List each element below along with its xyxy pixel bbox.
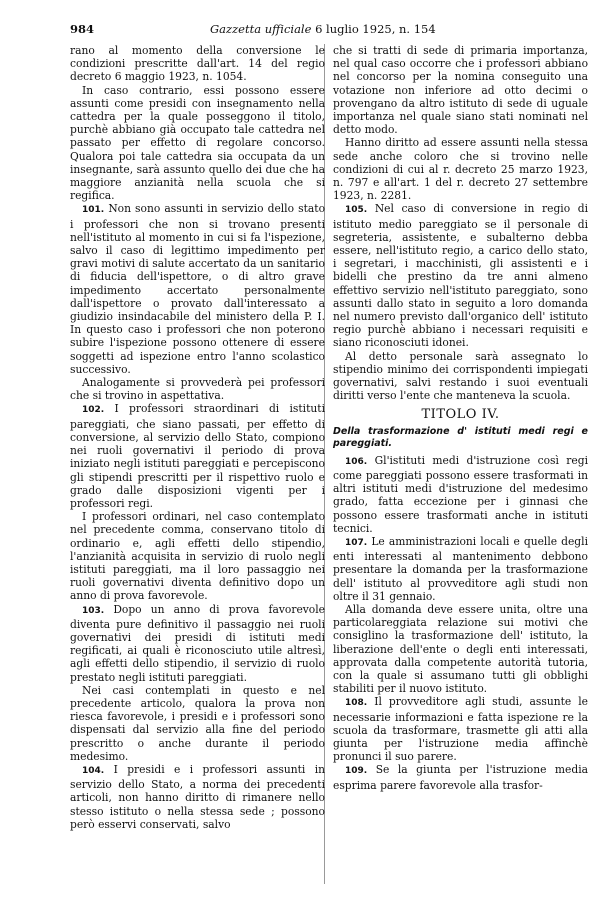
article-106 bbox=[333, 454, 588, 535]
section-title: TITOLO IV. bbox=[421, 407, 500, 423]
article-number: 101. bbox=[82, 205, 105, 216]
article-number: 104. bbox=[82, 765, 105, 776]
article-105 bbox=[333, 202, 588, 349]
article-number: 109. bbox=[345, 766, 368, 777]
article-text: I professori straordinari di istituti pareggiati, che siano passati, per effetto di conversione, al servizio dello Stato, compiono nei ruoli governativi il periodo di prova iniziato negli istituti pareggiati e percepiscono gli stipendi prescritti per il rispettivo ruolo e grado dalle disposizioni vigenti per i professori regi. bbox=[70, 402, 325, 510]
paragraph: I professori ordinari, nel caso contemplato nel precedente comma, conservano titolo di ordinario e, agli effetti dello stipendio, l'anzianità acquisita in servizio di ruolo negli istituti pareggiati, ma il loro passaggio nei ruoli governativi diventa definitivo dopo un anno di prova favorevole. bbox=[70, 510, 325, 603]
article-number: 106. bbox=[345, 456, 368, 467]
section-subtitle: Della trasformazione d' istituti medi regi e pareggiati. bbox=[333, 425, 588, 449]
article-number: 102. bbox=[82, 405, 105, 416]
article-text: Gl'istituti medi d'istruzione così regi come pareggiati possono essere trasformati in altri istituti medi d'istruzione del medesimo grado, fatta eccezione per i ginnasi che possono essere trasformati anche in istituti tecnici. bbox=[333, 453, 588, 535]
publication-title bbox=[210, 22, 436, 36]
article-number: 107. bbox=[345, 537, 368, 548]
article-109 bbox=[333, 763, 588, 791]
article-104 bbox=[70, 763, 325, 831]
article-number: 108. bbox=[345, 698, 368, 709]
paragraph: rano al momento della conversione le condizioni prescritte dall'art. 14 del regio decreto 6 maggio 1923, n. 1054. bbox=[70, 44, 325, 84]
article-text: Le amministrazioni locali e quelle degli enti interessati al mantenimento debbono presentare la domanda per la trasformazione dell' istituto al provveditore agli studi non oltre il 31 gennaio. bbox=[333, 534, 588, 603]
right-column bbox=[333, 44, 588, 792]
paragraph: che si tratti di sede di primaria importanza, nel qual caso occorre che i professori abbiano nel concorso per la nomina conseguito una votazione non inferiore ad otto decimi o provengano da altro istituto di sede di uguale importanza nel quale siano stati nominati nel detto modo. bbox=[333, 44, 588, 137]
issue-date: 6 luglio 1925, n. 154 bbox=[315, 22, 436, 36]
page-header bbox=[70, 22, 590, 38]
paragraph: Alla domanda deve essere unita, oltre una particolareggiata relazione sui motivi che consiglino la trasformazione dell' istituto, la liberazione dell'ente o degli enti interessati, approvata dalla competente autorità tutoria, con la quale si assumano tutti gli obblighi stabiliti per il nuovo istituto. bbox=[333, 602, 588, 696]
article-number: 105. bbox=[345, 205, 368, 216]
article-number: 103. bbox=[82, 605, 105, 616]
article-text: Dopo un anno di prova favorevole diventa pure definitivo il passaggio nei ruoli governativi dei presidi di istituti medi regificati, ai quali è riconosciuto utile altresì, agli effetti dello stipendio, il servizio di ruolo prestato negli istituti pareggiati. bbox=[70, 602, 325, 684]
article-102 bbox=[70, 402, 325, 510]
article-text: Il provveditore agli studi, assunte le necessarie informazioni e fatta ispezione re la scuola da trasformare, trasmette gli atti alla giunta per l'istruzione media affinchè pronunci il suo parere. bbox=[333, 695, 588, 764]
article-text: Se la giunta per l'istruzione media esprima parere favorevole alla trasfor- bbox=[333, 763, 588, 792]
page-number: 984 bbox=[70, 22, 95, 36]
paragraph: Nei casi contemplati in questo e nel precedente articolo, qualora la prova non riesca favorevole, i presidi e i professori sono dispensati dal servizio alla fine del periodo prescritto o anche durante il periodo medesimo. bbox=[70, 683, 325, 763]
left-column bbox=[70, 44, 325, 831]
paragraph: Hanno diritto ad essere assunti nella stessa sede anche coloro che si trovino nelle condizioni di cui al r. decreto 25 marzo 1923, n. 797 e all'art. 1 del r. decreto 27 settembre 1923, n. 2281. bbox=[333, 136, 588, 203]
article-text: Nel caso di conversione in regio di istituto medio pareggiato se il personale di segreteria, assistente, e subalterno debba essere, nell'istituto regio, a carico dello stato, i segretari, i macchinisti, gli assistenti e i bidelli che prestino da tre anni almeno effettivo servizio nell'istituto pareggiato, sono assunti dallo stato in seguito a loro domanda nel numero previsto dall'organico dell' istituto regio purchè abbiano i necessari requisiti e siano riconosciuti idonei. bbox=[333, 202, 588, 350]
article-107 bbox=[333, 535, 588, 603]
paragraph: Al detto personale sarà assegnato lo stipendio minimo dei corrispondenti impiegati governativi, salvi restando i suoi eventuali diritti verso l'ente che manteneva la scuola. bbox=[333, 349, 588, 403]
paragraph: In caso contrario, essi possono essere assunti come presidi con insegnamento nella cattedra per la quale posseggono il titolo, purchè abbiano già occupato tale cattedra nel passato per effetto di regolare concorso. Qualora poi tale cattedra sia occupata da un insegnante, sarà assunto quello dei due che ha maggiore anzianità nella scuola che si regifica. bbox=[70, 83, 325, 203]
article-101 bbox=[70, 202, 325, 376]
article-text: I presidi e i professori assunti in servizio dello Stato, a norma dei precedenti articoli, non hanno diritto di rimanere nello stesso istituto o nella stessa sede ; possono però esservi conservati, salvo bbox=[70, 762, 325, 831]
paragraph: Analogamente si provvederà pei professori che si trovino in aspettativa. bbox=[70, 376, 325, 403]
article-103 bbox=[70, 603, 325, 684]
article-108 bbox=[333, 695, 588, 763]
article-text: Non sono assunti in servizio dello stato i professori che non si trovano presenti nell'istituto al momento in cui si fa l'ispezione, salvo il caso di legittimo impedimento per gravi motivi di salute accertato da un sanitario di fiducia dell'ispettore, o di altro grave impedimento accertato personalmente dall'ispettore o provato dall'interessato a giudizio insindacabile del ministero della P. I. In questo caso i professori che non poterono subire l'ispezione possono ottenere di essere soggetti ad ispezione entro l'anno scolastico successivo. bbox=[70, 202, 325, 376]
publication-name: Gazzetta ufficiale bbox=[210, 22, 312, 36]
